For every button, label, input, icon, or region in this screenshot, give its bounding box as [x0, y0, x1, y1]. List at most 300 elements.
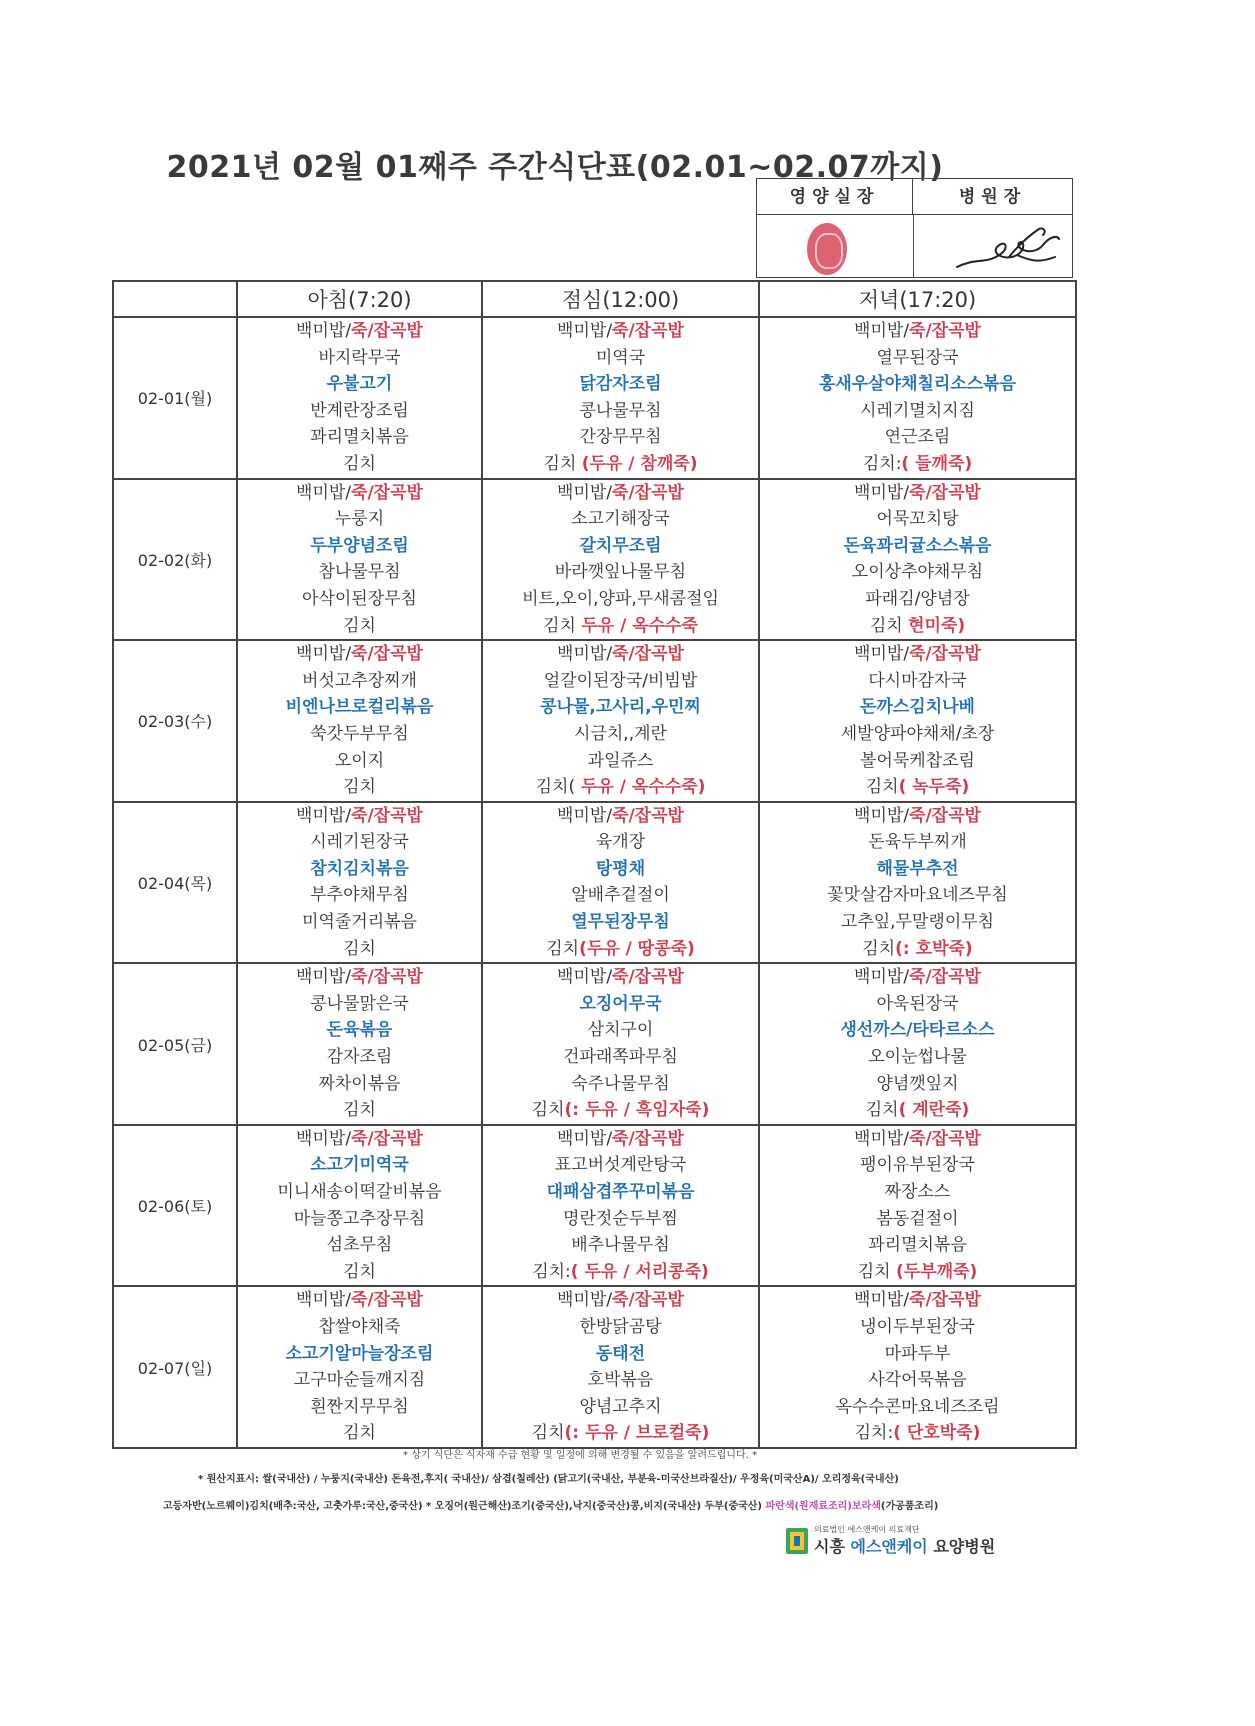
menu-item [760, 936, 1075, 963]
menu-item-text: 현미죽) [908, 615, 966, 636]
header-lunch: 점심(12:00) [482, 281, 759, 317]
menu-item [238, 748, 481, 775]
menu-item-text: 마파두부 [884, 1343, 951, 1364]
menu-item-text: 김치 [343, 1100, 376, 1121]
approval-divider [913, 215, 914, 277]
meal-cell-dinner [759, 802, 1076, 964]
menu-item-text: 양념깻잎지 [876, 1073, 959, 1094]
menu-item-text: 백미밥/ [557, 1290, 613, 1311]
menu-item-text: 연근조림 [884, 427, 951, 448]
meal-cell-breakfast [237, 963, 482, 1125]
menu-item-text: 미역줄거리볶음 [302, 912, 417, 933]
menu-item-text: 꽃맛살감자마요네즈무침 [827, 885, 1008, 906]
menu-item [238, 1367, 481, 1394]
menu-item-text: 오이상추야채무침 [851, 562, 984, 583]
menu-item [238, 1420, 481, 1447]
menu-item-text: 동태전 [595, 1343, 646, 1364]
menu-item [760, 1394, 1075, 1421]
menu-item [760, 964, 1075, 991]
menu-item-text: 김치: [532, 1261, 571, 1282]
meal-cell-breakfast [237, 479, 482, 641]
day-date: 02-07(일) [113, 1286, 237, 1448]
menu-item [760, 371, 1075, 398]
menu-item [760, 721, 1075, 748]
menu-item [483, 991, 758, 1018]
header-breakfast: 아침(7:20) [237, 281, 482, 317]
menu-item-text: 우불고기 [326, 374, 393, 395]
menu-item [238, 371, 481, 398]
menu-item [483, 613, 758, 640]
menu-item-text: 죽/잡곡밥 [909, 1290, 981, 1311]
menu-item [238, 345, 481, 372]
menu-item [483, 480, 758, 507]
menu-item-text: 어묵꼬치탕 [876, 509, 959, 530]
menu-item-text: ( 두유 / 서리콩죽) [570, 1261, 709, 1282]
menu-item-text: 백미밥/ [557, 482, 613, 503]
day-date: 02-04(목) [113, 802, 237, 964]
menu-item [760, 1341, 1075, 1368]
menu-item [483, 668, 758, 695]
menu-item-text: 백미밥/ [854, 805, 910, 826]
menu-item-text: 파래김/양념장 [865, 588, 970, 609]
menu-item-text: 김치 [546, 938, 580, 959]
meal-cell-dinner [759, 1286, 1076, 1448]
menu-item-text: 마늘쫑고추장무침 [293, 1208, 426, 1229]
menu-item-text: 김치 [869, 615, 909, 636]
menu-item-text: 참치김치볶음 [310, 858, 409, 879]
menu-item [238, 1179, 481, 1206]
menu-item-text: ( 녹두죽) [898, 777, 970, 798]
menu-item [483, 533, 758, 560]
menu-item-text: 죽/잡곡밥 [909, 644, 981, 665]
menu-item-text: (두유 / 땅콩죽) [579, 938, 695, 959]
menu-item-text: 바라깻잎나물무침 [554, 562, 687, 583]
menu-item-text: 죽/잡곡밥 [351, 967, 423, 988]
menu-item-text: 해물부추전 [876, 858, 959, 879]
menu-item [760, 1367, 1075, 1394]
menu-item-text: 얼갈이된장국/비빔밥 [543, 670, 698, 691]
menu-item-text: 바지락무국 [318, 347, 401, 368]
menu-item-text: 김치 [531, 1423, 565, 1444]
menu-item-text: 소고기미역국 [310, 1155, 409, 1176]
menu-item-text: 미니새송이떡갈비볶음 [277, 1182, 442, 1202]
menu-item-text: 참나물무침 [318, 562, 401, 583]
menu-item [760, 424, 1075, 451]
menu-item-text: 죽/잡곡밥 [612, 321, 684, 341]
menu-item [483, 1259, 758, 1286]
menu-item-text: 돈육두부찌개 [868, 832, 967, 853]
day-date: 02-02(화) [113, 479, 237, 641]
menu-item-text: 두유 / 옥수수죽 [581, 615, 698, 636]
menu-item [760, 1152, 1075, 1179]
menu-item [760, 882, 1075, 909]
meal-cell-dinner [759, 479, 1076, 641]
origin-label-line1: * 원산지표시: 쌀(국내산) / 누룽지(국내산) 돈육전,후지( 국내산)/ 삼겹(칠레산) (닭고기(국내산, 부분육-미국산브라질산)/ 우정육(미국산A)/ 오리정육(국내산) [198, 1474, 899, 1485]
page-title: 2021년 02월 01째주 주간식단표(02.01~02.07까지) [166, 150, 944, 185]
menu-item [760, 803, 1075, 830]
menu-item-text: 육개장 [595, 832, 646, 853]
menu-item-text: 백미밥/ [296, 1128, 352, 1149]
menu-item-text: 다시마감자국 [868, 670, 967, 691]
menu-item [238, 964, 481, 991]
menu-item-text: 짜장소스 [884, 1182, 951, 1202]
menu-item [760, 991, 1075, 1018]
menu-item-text: 백미밥/ [296, 967, 352, 988]
menu-item-text: 소고기알마늘장조림 [285, 1343, 434, 1364]
day-date: 02-06(토) [113, 1125, 237, 1287]
menu-item [238, 774, 481, 801]
menu-item [483, 1097, 758, 1124]
menu-item [760, 480, 1075, 507]
menu-item [238, 882, 481, 909]
menu-item-text: 갈치무조림 [579, 535, 662, 556]
menu-item-text: 짜차이볶음 [318, 1073, 401, 1094]
menu-item-text: 아삭이된장무침 [302, 588, 417, 609]
menu-item-text: 감자조림 [326, 1047, 393, 1068]
day-date: 02-01(월) [113, 317, 237, 479]
menu-item-text: 세발양파야채채/초장 [840, 723, 995, 744]
menu-item-text: (두부깨죽) [896, 1261, 978, 1282]
menu-item-text: ( 들깨죽) [901, 453, 973, 474]
approval-header-director: 병원장 [913, 179, 1072, 215]
menu-item [483, 1232, 758, 1259]
menu-item [483, 506, 758, 533]
menu-item-text: 볼어묵케찹조림 [860, 750, 975, 771]
menu-item-text: 찹쌀야채죽 [318, 1316, 401, 1337]
menu-item-text: 명란젓순두부찜 [563, 1208, 678, 1229]
menu-item-text: 죽/잡곡밥 [351, 1128, 423, 1149]
meal-cell-breakfast [237, 640, 482, 802]
menu-item-text: (: 두유 / 브로컬죽) [564, 1423, 710, 1444]
menu-item-text: 열무된장무침 [571, 912, 670, 933]
menu-item-text: 두유 / 옥수수죽) [575, 777, 706, 798]
hospital-name [814, 1534, 995, 1557]
menu-item-text: 백미밥/ [557, 644, 613, 665]
menu-item [483, 748, 758, 775]
menu-item-text: 김치 [857, 1261, 896, 1282]
menu-item-text: 김치 [865, 1100, 899, 1121]
menu-item-text: 백미밥/ [854, 1290, 910, 1311]
menu-item-text: 꽈리멸치볶음 [310, 427, 409, 448]
menu-item-text: 닭감자조림 [579, 374, 662, 395]
menu-item-text: 대패삼겹쭈꾸미볶음 [546, 1182, 695, 1202]
menu-item-text: 버섯고추장찌개 [302, 670, 417, 691]
menu-item-text: 죽/잡곡밥 [351, 644, 423, 665]
menu-item [760, 613, 1075, 640]
menu-item [238, 909, 481, 936]
menu-item [760, 1071, 1075, 1098]
menu-item-text: 과일쥬스 [587, 750, 654, 771]
menu-item-text: 홍새우살야채칠리소스볶음 [818, 374, 1017, 395]
meal-cell-dinner [759, 640, 1076, 802]
menu-item [483, 721, 758, 748]
menu-item [760, 533, 1075, 560]
menu-item-text: 백미밥/ [854, 482, 910, 503]
table-row [113, 963, 1076, 1125]
header-corner [113, 281, 237, 317]
menu-item [760, 1259, 1075, 1286]
approval-box [756, 178, 1073, 278]
menu-item [483, 774, 758, 801]
meal-cell-lunch [482, 479, 759, 641]
origin-line2-text: 고등자반(노르웨이)김치(배추:국산, 고춧가루:국산,중국산) * 오징어(원근해산)조기(중국산),낙지(중국산)콩,비지(국내산) 두부(중국산) [163, 1501, 766, 1512]
menu-item-text: 김치 [531, 1100, 565, 1121]
menu-item [760, 1097, 1075, 1124]
meal-cell-lunch [482, 1286, 759, 1448]
menu-item [760, 1206, 1075, 1233]
menu-item [238, 1287, 481, 1314]
menu-item-text: 비트,오이,양파,무새콤절임 [522, 588, 719, 609]
menu-item [760, 1314, 1075, 1341]
menu-item-text: 숙주나물무침 [571, 1073, 670, 1094]
menu-item-text: 백미밥/ [854, 967, 910, 988]
menu-item-text: 죽/잡곡밥 [612, 1290, 684, 1311]
menu-item-text: 건파래쪽파무침 [563, 1047, 678, 1068]
menu-item [238, 1044, 481, 1071]
menu-item [238, 1341, 481, 1368]
menu-item-text: 죽/잡곡밥 [612, 644, 684, 665]
menu-item [760, 318, 1075, 345]
menu-item [760, 1420, 1075, 1447]
menu-item-text: 탕평채 [595, 858, 646, 879]
menu-item-text: 죽/잡곡밥 [351, 1290, 423, 1311]
menu-item-text: 김치 [543, 615, 582, 636]
table-row [113, 802, 1076, 964]
menu-item [483, 371, 758, 398]
menu-item [238, 1259, 481, 1286]
menu-item-text: 죽/잡곡밥 [909, 1128, 981, 1149]
menu-item-text: 삼치구이 [587, 1020, 654, 1041]
table-row [113, 640, 1076, 802]
menu-item-text: 백미밥/ [296, 321, 352, 341]
menu-item [760, 345, 1075, 372]
menu-item-text: 반계란장조림 [310, 400, 409, 421]
meal-cell-lunch [482, 640, 759, 802]
hospital-name-city: 시흥 [814, 1537, 851, 1556]
menu-item-text: ( 계란죽) [898, 1100, 970, 1121]
menu-item-text: 흰짠지무무침 [310, 1396, 409, 1417]
table-row [113, 317, 1076, 479]
meal-cell-breakfast [237, 317, 482, 479]
menu-item-text: 사각어묵볶음 [868, 1370, 967, 1391]
menu-item [760, 1044, 1075, 1071]
menu-item [483, 1179, 758, 1206]
menu-item [760, 694, 1075, 721]
menu-item-text: 김치 [862, 938, 896, 959]
menu-item [238, 533, 481, 560]
menu-item-text: 백미밥/ [296, 1290, 352, 1311]
menu-item-text: 알배추겉절이 [571, 885, 670, 906]
menu-item [483, 424, 758, 451]
hospital-logo-icon [786, 1526, 808, 1554]
meal-cell-breakfast [237, 802, 482, 964]
menu-item-text: 콩나물,고사리,우민찌 [540, 697, 701, 718]
menu-item [238, 1017, 481, 1044]
menu-item-text: 김치 [343, 938, 376, 959]
menu-item [483, 1287, 758, 1314]
menu-item [483, 1394, 758, 1421]
menu-item [238, 506, 481, 533]
menu-item [760, 641, 1075, 668]
menu-item [760, 586, 1075, 613]
menu-item [760, 451, 1075, 478]
menu-item [760, 1179, 1075, 1206]
day-date: 02-03(수) [113, 640, 237, 802]
menu-item [238, 721, 481, 748]
menu-item [483, 1420, 758, 1447]
menu-item-text: 백미밥/ [557, 967, 613, 988]
table-header-row [113, 281, 1076, 317]
menu-item [483, 451, 758, 478]
meal-cell-lunch [482, 1125, 759, 1287]
menu-item [760, 668, 1075, 695]
menu-item [238, 451, 481, 478]
table-row [113, 479, 1076, 641]
menu-item [483, 964, 758, 991]
menu-item-text: 백미밥/ [296, 644, 352, 665]
menu-item-text: 죽/잡곡밥 [351, 321, 423, 341]
menu-item-text: 죽/잡곡밥 [351, 805, 423, 826]
menu-item [483, 559, 758, 586]
meal-cell-breakfast [237, 1286, 482, 1448]
menu-item [483, 882, 758, 909]
menu-item-text: 오징어무국 [579, 993, 662, 1014]
menu-item-text: 죽/잡곡밥 [612, 1128, 684, 1149]
menu-item [483, 856, 758, 883]
menu-item [238, 668, 481, 695]
menu-item-text: 죽/잡곡밥 [909, 967, 981, 988]
menu-item-text: 백미밥/ [854, 1128, 910, 1149]
menu-item [483, 1152, 758, 1179]
menu-item-text: 한방닭곰탕 [579, 1316, 662, 1337]
menu-item-text: 오이지 [334, 750, 385, 771]
menu-item [760, 829, 1075, 856]
menu-item-text: 백미밥/ [296, 482, 352, 503]
origin-legend-processed: (가공품조리) [880, 1501, 939, 1512]
menu-item-text: 간장무무침 [579, 427, 662, 448]
table-row [113, 1125, 1076, 1287]
menu-item-text: 고추잎,무말랭이무침 [840, 912, 995, 933]
day-date: 02-05(금) [113, 963, 237, 1125]
menu-item-text: 냉이두부된장국 [860, 1316, 975, 1337]
menu-item-text: (두유 / 참깨죽) [581, 453, 698, 474]
menu-item-text: ( 단호박죽) [893, 1423, 981, 1444]
menu-item-text: 죽/잡곡밥 [612, 967, 684, 988]
meal-cell-lunch [482, 963, 759, 1125]
meal-cell-dinner [759, 1125, 1076, 1287]
menu-item-text: 시금치,,계란 [574, 723, 667, 744]
menu-item [238, 424, 481, 451]
menu-item [760, 909, 1075, 936]
menu-item-text: 섬초무침 [326, 1235, 393, 1256]
menu-item [238, 803, 481, 830]
meal-cell-dinner [759, 963, 1076, 1125]
menu-item-text: 누룽지 [334, 509, 385, 530]
table-row [113, 1286, 1076, 1448]
menu-item [238, 480, 481, 507]
meal-cell-breakfast [237, 1125, 482, 1287]
menu-item-text: 열무된장국 [876, 347, 959, 368]
menu-item [760, 856, 1075, 883]
menu-item-text: 죽/잡곡밥 [612, 805, 684, 826]
menu-item [483, 1367, 758, 1394]
menu-item-text: 비엔나브로컬리볶음 [285, 697, 434, 718]
menu-item-text: 백미밥/ [557, 1128, 613, 1149]
menu-item-text: 생선까스/타타르소스 [840, 1020, 995, 1041]
meal-cell-dinner [759, 317, 1076, 479]
menu-item-text: 죽/잡곡밥 [909, 321, 981, 341]
menu-item [483, 1071, 758, 1098]
menu-item [483, 694, 758, 721]
menu-item [483, 1206, 758, 1233]
origin-legend-blue: 파란색(원재료조리) [765, 1501, 852, 1512]
menu-item-text: 꽈리멸치볶음 [868, 1235, 967, 1256]
menu-item-text: 죽/잡곡밥 [612, 482, 684, 503]
hospital-logo-subtitle: 의료법인 에스앤케이 의료재단 [814, 1525, 920, 1534]
menu-item-text: 팽이유부된장국 [860, 1155, 975, 1176]
menu-item [238, 318, 481, 345]
meal-cell-lunch [482, 317, 759, 479]
menu-item [238, 1152, 481, 1179]
menu-item-text: 미역국 [595, 347, 646, 368]
weekly-menu-table [112, 280, 1077, 1449]
menu-item-text: 콩나물무침 [579, 400, 662, 421]
menu-item [238, 559, 481, 586]
menu-item [238, 694, 481, 721]
menu-item [238, 1097, 481, 1124]
menu-item [238, 586, 481, 613]
menu-item [238, 1232, 481, 1259]
menu-item [483, 936, 758, 963]
menu-item [238, 1071, 481, 1098]
menu-item-text: 소고기해장국 [571, 509, 670, 530]
menu-item [760, 748, 1075, 775]
menu-item-text: 호박볶음 [587, 1370, 654, 1391]
menu-item [760, 1126, 1075, 1153]
menu-item-text: 김치 [343, 453, 376, 474]
menu-item-text: 김치 [543, 453, 582, 474]
menu-item-text: 김치 [343, 1423, 376, 1444]
menu-item [238, 856, 481, 883]
hospital-name-brand: 에스앤케이 [850, 1537, 928, 1556]
menu-item [760, 506, 1075, 533]
menu-item-text: 죽/잡곡밥 [909, 805, 981, 826]
menu-item-text: 김치( [535, 777, 576, 798]
menu-item-text: 양념고추지 [579, 1396, 662, 1417]
menu-item [760, 774, 1075, 801]
menu-item [483, 318, 758, 345]
menu-item [238, 829, 481, 856]
menu-item [238, 1126, 481, 1153]
menu-item-text: 표고버섯계란탕국 [554, 1155, 687, 1176]
director-signature [947, 217, 1067, 277]
menu-item [483, 1126, 758, 1153]
menu-item [238, 991, 481, 1018]
menu-item [238, 1314, 481, 1341]
menu-item-text: 배추나물무침 [571, 1235, 670, 1256]
menu-item [483, 398, 758, 425]
menu-item-text: 봄동겉절이 [876, 1208, 959, 1229]
menu-item-text: 돈육볶음 [326, 1020, 393, 1041]
menu-item [483, 1044, 758, 1071]
menu-item [483, 641, 758, 668]
menu-item-text: 고구마순들깨지짐 [293, 1370, 426, 1391]
menu-item [760, 559, 1075, 586]
red-seal-stamp [807, 223, 847, 275]
menu-item [483, 803, 758, 830]
menu-item-text: 시레기된장국 [310, 832, 409, 853]
origin-legend-purple: 보라색 [851, 1501, 881, 1512]
